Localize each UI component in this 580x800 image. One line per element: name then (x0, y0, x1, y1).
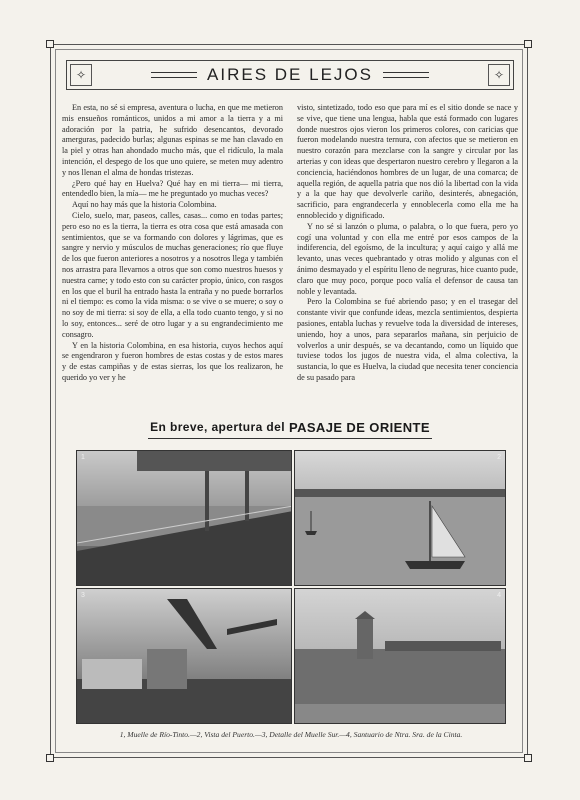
paragraph: Pero la Colombina se fué abriendo paso; y en el trasegar del constante vivir que confunde ideas, mezcla sentimientos, despierta pasiones, entabla luchas y revuelve toda la diversidad de intereses, uniendo, hoy a unos, para separarlos mañana, sin perjuicio de volverlos a unir después, se va decantando, como un líquido que tuviese todos los jugos de nuestra vida, el alma colectiva, la sustancia, lo que es Huelva, la ciudad que necesita tener conciencia de su pasado para (297, 297, 518, 382)
paragraph: Y en la historia Colombina, en esa historia, cuyos hechos aquí se engendraron y fueron hombres de estas costas y de estos mares y de estas campiñas y de estas sierras, los que los realizaron, he querido yo ver y he (62, 340, 283, 382)
advert-headline (148, 416, 432, 439)
paragraph: visto, sintetizado, todo eso que para mí es el sitio donde se nace y se vive, que tiene una lengua, habla que está formado con lugares donde nuestros ojos vieron los primeros colores, con caricias que fueron modelando nuestra ternura, con afectos que se metieron en nuestro corazón para mezclarse con la sangre y circular por las arterias y con ideas que despertaron nuestro cerebro y llegaron a la conciencia, haciéndonos hombres de un lugar, de una comarca; de aquella región, de aquella patria que nos dió la libertad con la vida y a la que hay que devolverle cariño, desinterés, abnegación, sacrificio, para engrandecerla y ennoblecerla como ella me ha ennoblecido y dignificado. (297, 103, 518, 220)
photo-number: 3 (81, 592, 85, 599)
pier-illustration (77, 451, 292, 586)
title-rule (383, 72, 429, 78)
dock-illustration (77, 589, 292, 724)
corner-ornament (524, 40, 532, 48)
headline-lead: En breve, apertura del (150, 420, 285, 434)
paragraph: Aquí no hay más que la historia Colombina. (72, 200, 217, 210)
paragraph: Y no sé si lanzón o pluma, o palabra, o lo que fuera, pero yo cogí una voluntad y con ella me entré por esos campos de la indiferencia, del egoísmo, de la incultura; y aquí caigo y allá me levanto, unas veces quebrantado y otras molido y algunas con el ánimo desmayado y el espíritu lleno de negruras, hice cuanto pude, claro que muy poco, porque poco valía el defensor de causa tan noble y levantada. (297, 221, 518, 296)
title-rule (151, 72, 197, 78)
photo-detalle-muelle-sur (76, 588, 292, 724)
photo-caption: 1, Muelle de Río-Tinto.—2, Vista del Puerto.—3, Detalle del Muelle Sur.—4, Santuario de Ntra. Sra. de la Cinta. (119, 730, 463, 739)
paragraph: En esta, no sé si empresa, aventura o lucha, en que me metieron mis ensueños románticos, unidos a mi amor a la tierra y a mi adoración por la patria, he sufrido desencantos, devorado amerguras, padecido burlas; algunas espinas se me han clavado en la piel y otras han ahondado mucho más, que el ridículo, la mala intención, el despego de los que uno quiere, se meten muy adentro y nos llenan el alma de hondas tristezas. (62, 103, 283, 177)
page-title: AIRES DE LEJOS (207, 65, 373, 84)
sanctuary-illustration (295, 589, 506, 724)
harbor-illustration (295, 451, 506, 586)
article-column-right (297, 103, 518, 413)
corner-ornament (46, 40, 54, 48)
paragraph: ¿Pero qué hay en Huelva? Qué hay en mi tierra— mi tierra, entendedlo bien, la mía— me he preguntado yo muchas veces? (62, 178, 283, 199)
photo-number: 1 (81, 454, 85, 461)
photo-number: 2 (497, 454, 501, 461)
photo-muelle-rio-tinto (76, 450, 292, 586)
photo-number: 4 (497, 592, 501, 599)
title-bar (66, 60, 514, 90)
paragraph: Cielo, suelo, mar, paseos, calles, casas... como en todas partes; pero eso no es la tierra, la tierra es otra cosa que está amasada con sentimientos, que se va formando con dolores y lágrimas, que es sangre y nervio y músculos de muchas generaciones; río que fluye de los que fueron anteriores a nosotros y a nosotros llega y también nos arrastra para llevarnos a otros que son como nuestros huesos y nuestra carne; y todo esto con su carácter propio, único, con rasgos en los que el buril ha entrado hasta la entraña y no puede borrarlos ni el tiempo: es como la vida misma: o se vive o se muere; o soy o no soy de mi tierra: si soy de ella, a ella todo cuanto tengo, y si no lo soy, entonces... seré de otro lugar y a su engrandecimiento me consagro. (62, 210, 283, 339)
photo-santuario-cinta (294, 588, 506, 724)
article-body (62, 103, 518, 413)
corner-ornament (46, 754, 54, 762)
photo-vista-puerto (294, 450, 506, 586)
headline-strong: PASAJE DE ORIENTE (288, 419, 430, 435)
corner-ornament (524, 754, 532, 762)
diamond-ornament-icon: ✧ (70, 64, 92, 86)
diamond-ornament-icon: ✧ (488, 64, 510, 86)
article-column-left (62, 103, 283, 413)
